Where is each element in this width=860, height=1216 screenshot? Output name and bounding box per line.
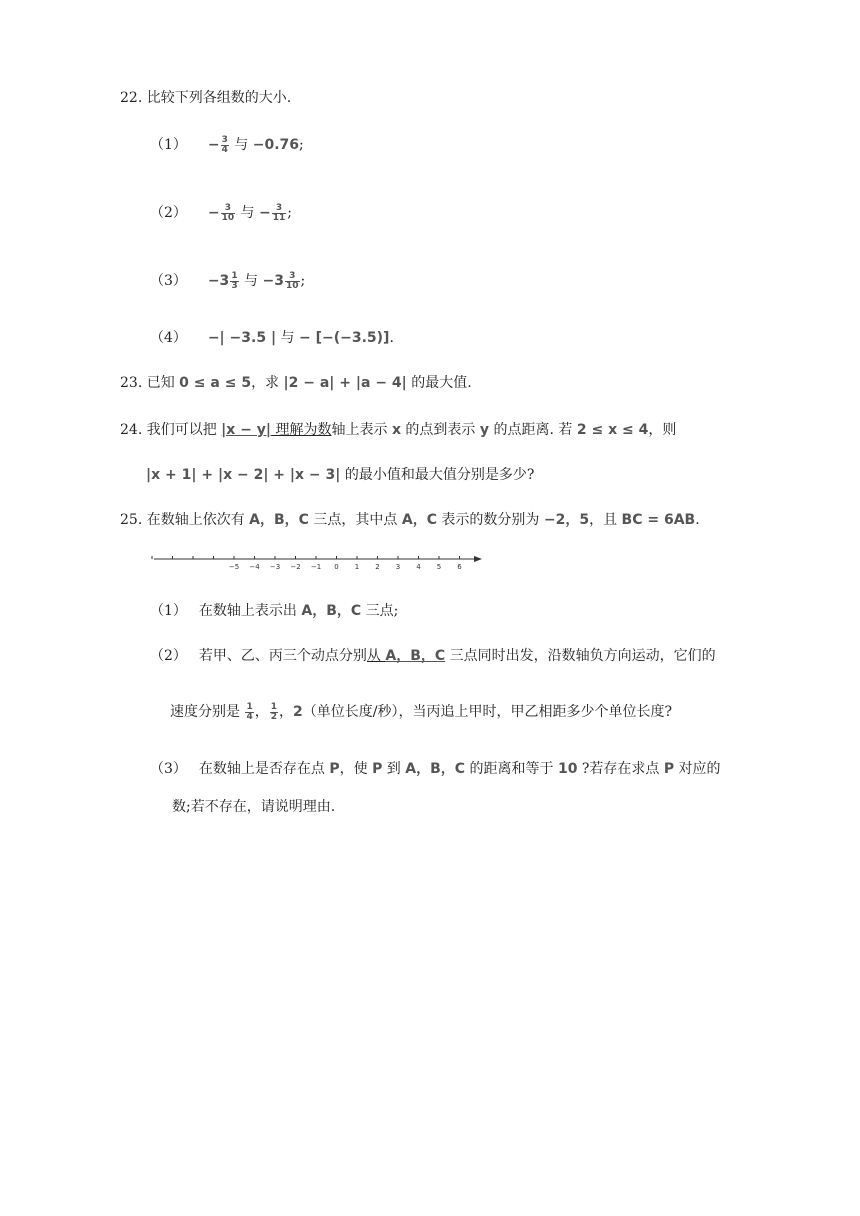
fraction: $\frac{3}{10}$	[221, 202, 235, 223]
axis-tick-label: −1	[310, 563, 322, 571]
q25-title: 25. 在数轴上依次有 A，B，C 三点，其中点 A，C 表示的数分别为 −2，5，且 BC = 6AB.	[120, 512, 700, 528]
math-value: −0.76	[252, 137, 300, 153]
math-expression: |2 − a| + |a − 4|	[283, 375, 407, 391]
fraction: $\frac{1}{4}$	[246, 701, 253, 722]
q22-item-1: （1） − $\frac{3}{4}$ 与 −0.76;	[150, 134, 304, 155]
fraction: $\frac{3}{4}$	[221, 134, 228, 155]
math-expression: |x + 1| + |x − 2| + |x − 3|	[146, 467, 341, 483]
axis-tick-label: −5	[228, 563, 240, 571]
math-sign: −	[207, 137, 220, 153]
item-label: （3）	[150, 273, 187, 289]
math-mixed: −3	[207, 273, 230, 289]
item-label: （1）	[150, 137, 187, 153]
q22-item-4: （4） −| −3.5 | 与 − [−(−3.5)].	[150, 330, 394, 346]
math-mixed: −3	[262, 273, 284, 289]
q24-line-2: |x + 1| + |x − 2| + |x − 3| 的最小值和最大值分别是多少?	[146, 467, 535, 483]
fraction: $\frac{1}{2}$	[270, 701, 277, 722]
axis-tick-label: 6	[457, 563, 462, 571]
math-var: x	[391, 422, 401, 438]
math-condition: 2 ≤ x ≤ 4	[576, 422, 649, 438]
arrow-icon	[474, 556, 482, 562]
q25-part-3-line-1: （3） 在数轴上是否存在点 P，使 P 到 A，B，C 的距离和等于 10 ?若存在求点 P 对应的	[150, 761, 721, 777]
fraction: $\frac{3}{11}$	[272, 202, 286, 223]
conjunction: 与	[234, 137, 249, 153]
fraction: $\frac{1}{3}$	[231, 270, 238, 291]
item-label: （2）	[150, 205, 187, 221]
math-expression: |x − y|	[221, 422, 272, 438]
conjunction: 与	[244, 273, 259, 289]
axis-tick-label: −2	[290, 563, 301, 571]
q23: 23. 已知 0 ≤ a ≤ 5，求 |2 − a| + |a − 4| 的最大值.	[120, 375, 472, 391]
item-label: （4）	[150, 330, 187, 346]
number-line	[150, 550, 490, 578]
math-sign: −	[259, 205, 271, 221]
axis-tick-label: 2	[375, 563, 380, 571]
q25-part-1: （1） 在数轴上表示出 A，B，C 三点;	[150, 603, 399, 619]
conjunction: 与	[240, 205, 255, 221]
math-var: y	[479, 422, 490, 438]
axis-tick-label: −3	[269, 563, 281, 571]
math-value: −| −3.5 |	[207, 330, 277, 346]
axis-tick-label: 4	[416, 563, 421, 571]
axis-tick-label: −4	[249, 563, 260, 571]
q22-item-3: （3） −3 $\frac{1}{3}$ 与 −3 $\frac{3}{10}$ ;	[150, 270, 306, 291]
math-condition: 0 ≤ a ≤ 5	[179, 375, 252, 391]
q24-line-1: 24. 我们可以把 |x − y| 理解为数轴上表示 x 的点到表示 y 的点距离. 若 2 ≤ x ≤ 4，则	[120, 422, 677, 438]
q22-title: 22. 比较下列各组数的大小.	[120, 90, 292, 106]
axis-tick-label: 0	[334, 563, 339, 571]
fraction: $\frac{3}{10}$	[285, 270, 299, 291]
math-value: − [−(−3.5)]	[298, 330, 390, 346]
q25-part-2-line-1: （2） 若甲、乙、丙三个动点分别从 A，B，C 三点同时出发，沿数轴负方向运动，它们的	[150, 648, 716, 664]
q22-item-2: （2） − $\frac{3}{10}$ 与 − $\frac{3}{11}$ ;	[150, 202, 292, 223]
q25-part-2-line-2: 速度分别是 $\frac{1}{4}$ ， $\frac{1}{2}$ ，2（单位长度/秒），当丙追上甲时，甲乙相距多少个单位长度?	[170, 701, 672, 722]
q25-part-3-line-2: 数;若不存在，请说明理由.	[172, 799, 336, 815]
conjunction: 与	[280, 330, 295, 346]
axis-tick-label: 1	[354, 563, 360, 571]
axis-tick-label: 3	[395, 563, 401, 571]
axis-tick-label: 5	[436, 563, 442, 571]
math-sign: −	[207, 205, 220, 221]
